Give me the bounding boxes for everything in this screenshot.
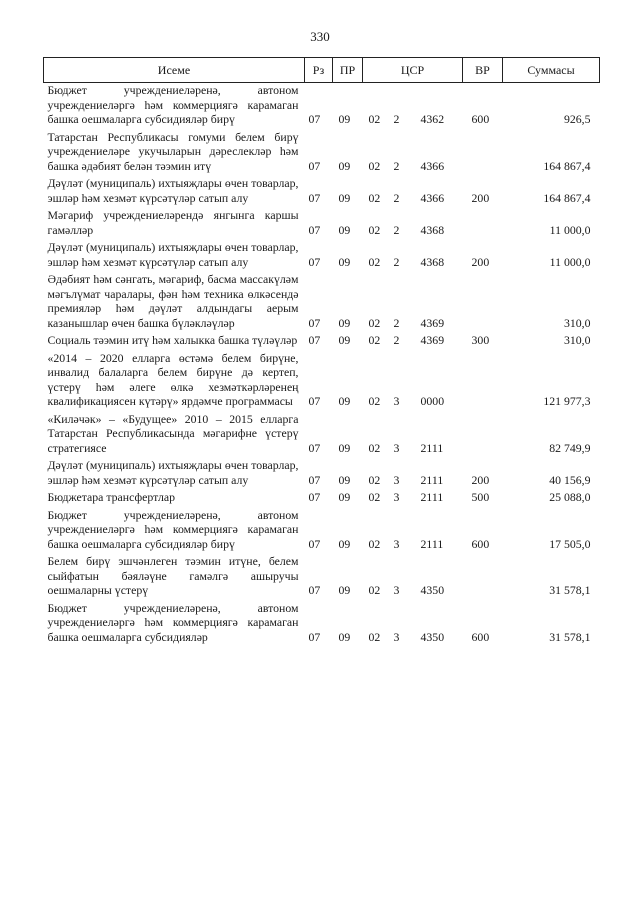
cell-pr: 09: [338, 333, 351, 347]
cell-name: Дәүләт (муниципаль) ихтыяҗлары өчен товарлар, эшләр һәм хезмәт күрсәтүләр сатып алу: [47, 176, 299, 205]
cell-csr2: 3: [393, 583, 400, 597]
cell-sum: 164 867,4: [543, 190, 591, 205]
cell-pr: 09: [338, 112, 351, 126]
cell-sum: 82 749,9: [549, 440, 591, 455]
cell-sum: 121 977,3: [543, 394, 591, 408]
cell-rz: 07: [308, 190, 321, 205]
cell-csr3: 4368: [420, 254, 445, 269]
cell-csr2: 2: [393, 254, 400, 269]
cell-csr3: 0000: [420, 394, 445, 408]
cell-csr2: 3: [393, 440, 400, 455]
cell-csr3: 4369: [420, 315, 445, 330]
cell-rz: 07: [308, 315, 321, 330]
cell-pr: 09: [338, 254, 351, 269]
table-row: [44, 490, 600, 508]
cell-csr3: 4350: [420, 629, 445, 644]
header-rz: Рз: [305, 58, 333, 83]
table-row: [44, 333, 600, 351]
cell-csr2: 2: [393, 190, 400, 205]
cell-csr2: 2: [393, 158, 400, 173]
cell-sum: 164 867,4: [543, 158, 591, 173]
cell-csr2: 3: [393, 472, 400, 487]
cell-rz: 07: [308, 333, 321, 347]
cell-vr: 500: [471, 490, 490, 504]
cell-name: Бюджет учреждениеләренә, автоном учреждениеләргә һәм коммерциягә карамаган башка оешмаларга субсидияләр: [47, 600, 299, 644]
cell-name: Дәүләт (муниципаль) ихтыяҗлары өчен товарлар, эшләр һәм хезмәт күрсәтүләр сатып алу: [47, 458, 299, 487]
table-header: [44, 58, 600, 83]
cell-csr1: 02: [368, 629, 381, 644]
table-row: [44, 83, 600, 130]
cell-rz: 07: [308, 440, 321, 455]
cell-vr: [463, 130, 503, 177]
cell-csr1: 02: [368, 490, 381, 504]
cell-csr3: 4368: [420, 222, 445, 237]
table-row: [44, 458, 600, 490]
cell-vr: [463, 412, 503, 459]
cell-csr3: 4366: [420, 158, 445, 173]
cell-csr1: 02: [368, 583, 381, 597]
cell-csr2: 2: [393, 333, 400, 347]
cell-vr: 600: [471, 629, 490, 644]
cell-vr: 200: [471, 254, 490, 269]
cell-pr: 09: [338, 536, 351, 551]
table-row: [44, 208, 600, 240]
cell-pr: 09: [338, 315, 351, 330]
table-row: [44, 130, 600, 177]
cell-name: Бюджетара трансфертлар: [47, 490, 175, 504]
table-row: [44, 351, 600, 412]
cell-csr3: 2111: [420, 440, 444, 455]
cell-name: Дәүләт (муниципаль) ихтыяҗлары өчен товарлар, эшләр һәм хезмәт күрсәтүләр сатып алу: [47, 240, 299, 269]
cell-name: «Киләчәк» – «Будущее» 2010 – 2015 елларга Татарстан Республикасында мәгарифне үстерү стратегиясе: [47, 411, 299, 455]
cell-sum: 40 156,9: [549, 472, 591, 487]
table-row: [44, 412, 600, 459]
cell-csr1: 02: [368, 394, 381, 408]
page-number: 330: [310, 29, 330, 44]
cell-name: Социаль тәэмин итү һәм халыкка башка түләүләр: [47, 333, 298, 347]
table-row: [44, 554, 600, 601]
header-csr: ЦСР: [363, 58, 463, 83]
cell-pr: 09: [338, 222, 351, 237]
cell-name: Татарстан Республикасы гомуми белем бирү учреждениеләре укучыларын дәреслекләр һәм башка әдәбият белән тәэмин итү: [47, 129, 299, 173]
header-vr: ВР: [463, 58, 503, 83]
cell-csr2: 3: [393, 394, 400, 408]
cell-csr2: 2: [393, 112, 400, 126]
cell-rz: 07: [308, 536, 321, 551]
cell-pr: 09: [338, 158, 351, 173]
cell-csr3: 4366: [420, 190, 445, 205]
cell-csr3: 2111: [420, 472, 444, 487]
cell-sum: 11 000,0: [549, 222, 591, 237]
cell-vr: [463, 351, 503, 412]
table-row: [44, 272, 600, 333]
cell-rz: 07: [308, 254, 321, 269]
cell-csr3: 2111: [420, 490, 444, 504]
cell-vr: [463, 272, 503, 333]
cell-csr3: 4362: [420, 112, 445, 126]
cell-rz: 07: [308, 472, 321, 487]
cell-sum: 31 578,1: [549, 583, 591, 597]
cell-csr2: 3: [393, 629, 400, 644]
cell-sum: 17 505,0: [549, 536, 591, 551]
header-pr: ПР: [333, 58, 363, 83]
cell-csr2: 3: [393, 490, 400, 504]
cell-name: Мәгариф учреждениеләрендә янгынга каршы гамәлләр: [47, 208, 299, 237]
cell-csr1: 02: [368, 440, 381, 455]
cell-rz: 07: [308, 629, 321, 644]
cell-csr1: 02: [368, 222, 381, 237]
cell-csr1: 02: [368, 190, 381, 205]
cell-name: Бюджет учреждениеләренә, автоном учреждениеләргә һәм коммерциягә карамаган башка оешмаларга субсидияләр бирү: [47, 83, 299, 126]
cell-rz: 07: [308, 112, 321, 126]
cell-csr3: 2111: [420, 536, 444, 551]
budget-table: [43, 57, 600, 647]
cell-csr1: 02: [368, 315, 381, 330]
cell-vr: 600: [471, 536, 490, 551]
cell-csr2: 3: [393, 536, 400, 551]
cell-pr: 09: [338, 440, 351, 455]
cell-csr3: 4369: [420, 333, 445, 347]
cell-rz: 07: [308, 583, 321, 597]
table-row: [44, 240, 600, 272]
table-body: [44, 83, 600, 648]
cell-sum: 11 000,0: [549, 254, 591, 269]
cell-pr: 09: [338, 190, 351, 205]
cell-rz: 07: [308, 394, 321, 408]
cell-name: «2014 – 2020 елларга өстәмә белем бирүне, инвалид балаларга белем бирүне дә кертеп, үстерү һәм әлеге өлкә хезмәткәрләренең квалификациясен күтәрү» ярдәмче программасы: [47, 350, 299, 408]
cell-csr2: 2: [393, 315, 400, 330]
cell-vr: [463, 208, 503, 240]
cell-name: Белем бирү эшчәнлеген тәэмин итүне, белем сыйфатын бәяләүне гамәлгә ашыручы оешмаларны үстерү: [47, 554, 299, 597]
cell-name: Әдәбият һәм сәнгать, мәгариф, басма массакүләм мәгълүмат чаралары, фән һәм техника өлкәсендә премияләр һәм дәүләт алдындагы аерым казанышлар өчен башка бүләкләүләр: [47, 272, 299, 330]
cell-rz: 07: [308, 490, 321, 504]
cell-vr: 200: [471, 190, 490, 205]
header-name: Исеме: [44, 58, 305, 83]
header-sum: Суммасы: [503, 58, 600, 83]
cell-pr: 09: [338, 490, 351, 504]
cell-pr: 09: [338, 472, 351, 487]
cell-vr: 200: [471, 472, 490, 487]
cell-csr1: 02: [368, 254, 381, 269]
table-row: [44, 601, 600, 648]
cell-sum: 926,5: [563, 112, 591, 126]
cell-pr: 09: [338, 394, 351, 408]
cell-vr: 300: [471, 333, 490, 347]
cell-rz: 07: [308, 158, 321, 173]
cell-csr1: 02: [368, 536, 381, 551]
cell-sum: 310,0: [563, 333, 591, 347]
cell-csr3: 4350: [420, 583, 445, 597]
table-row: [44, 176, 600, 208]
cell-sum: 25 088,0: [549, 490, 591, 504]
cell-csr1: 02: [368, 112, 381, 126]
cell-pr: 09: [338, 629, 351, 644]
cell-sum: 31 578,1: [549, 629, 591, 644]
cell-csr1: 02: [368, 158, 381, 173]
cell-rz: 07: [308, 222, 321, 237]
cell-csr1: 02: [368, 333, 381, 347]
cell-vr: [463, 554, 503, 601]
cell-name: Бюджет учреждениеләренә, автоном учреждениеләргә һәм коммерциягә карамаган башка оешмаларга субсидияләр бирү: [47, 507, 299, 551]
cell-pr: 09: [338, 583, 351, 597]
cell-csr1: 02: [368, 472, 381, 487]
cell-sum: 310,0: [563, 315, 591, 330]
cell-csr2: 2: [393, 222, 400, 237]
table-row: [44, 508, 600, 555]
cell-vr: 600: [471, 112, 490, 126]
